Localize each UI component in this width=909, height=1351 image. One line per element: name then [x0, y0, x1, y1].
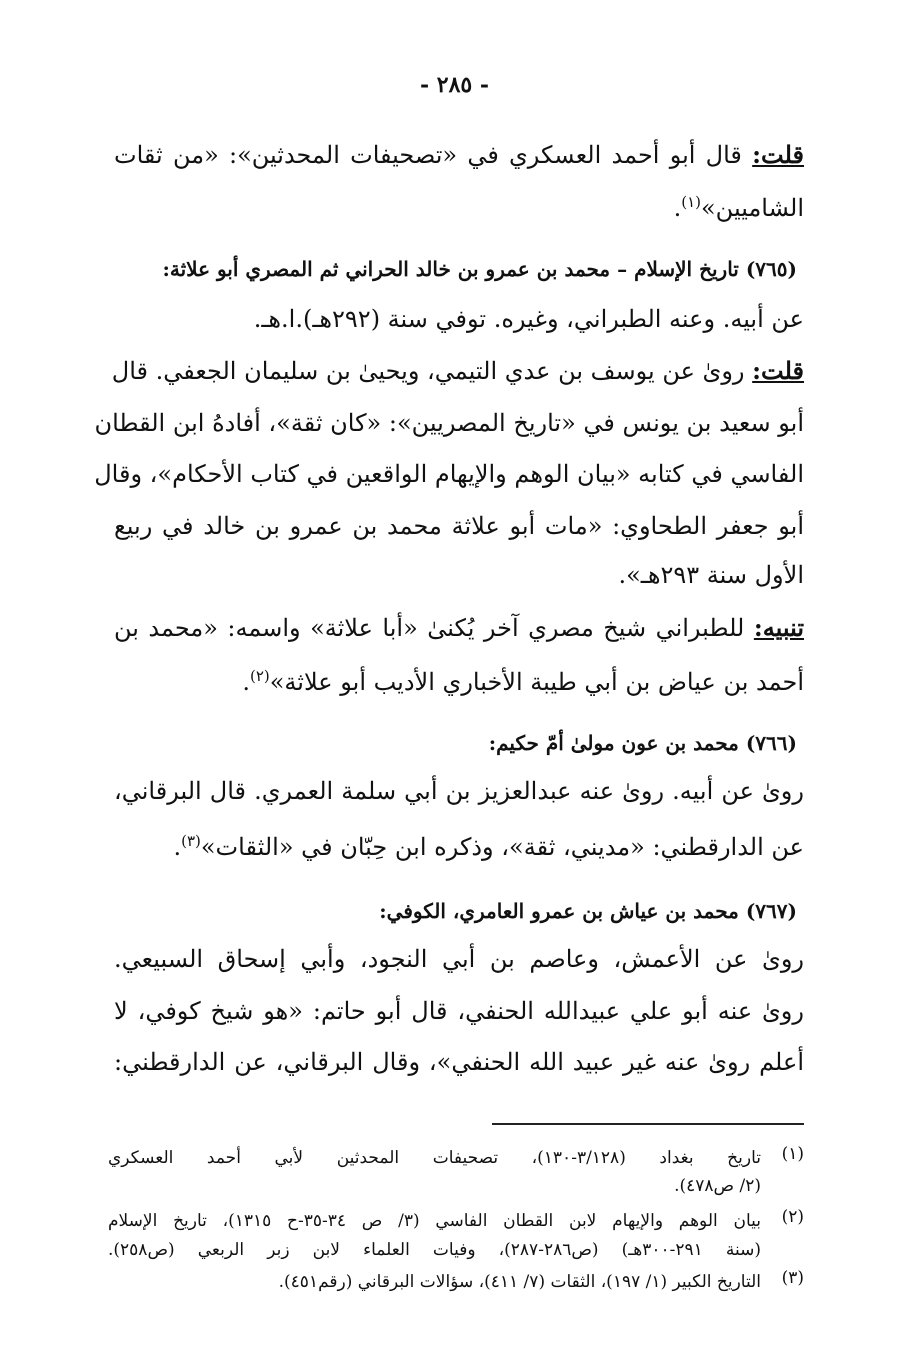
footnote-2-line-2: (سنة ٢٩١-٣٠٠هـ) (ص٢٨٦-٢٨٧)، وفيات العلماء لابن زبر الربعي (ص٢٥٨). — [108, 1240, 761, 1260]
entry-765-note-text-2: أحمد بن عياض بن أبي طيبة الأخباري الأديب أبو علاثة» — [269, 668, 804, 696]
entry-765-line-2 — [111, 354, 804, 388]
entry-766-line-2 — [114, 824, 804, 864]
footnote-3-line-1: التاريخ الكبير (١/ ١٩٧)، الثقات (٧/ ٤١١)، سؤالات البرقاني (رقم٤٥١). — [278, 1272, 761, 1292]
entry-766-period: . — [173, 833, 182, 861]
intro-text-1: قال أبو أحمد العسكري في «تصحيفات المحدثين»: «من ثقات — [114, 141, 742, 169]
footnote-divider — [492, 1123, 804, 1125]
entry-766-line-1: روىٰ عن أبيه. روىٰ عنه عبدالعزيز بن أبي سلمة العمري. قال البرقاني، — [114, 777, 804, 805]
footnote-1-number: (١) — [781, 1144, 804, 1164]
page-number: - ٢٨٥ - — [419, 72, 490, 98]
entry-766-heading: (٧٦٦) محمد بن عون مولىٰ أمّ حكيم: — [488, 731, 797, 755]
qultu-label: قلت: — [752, 356, 804, 385]
entry-767-line-2: روىٰ عنه أبو علي عبيدالله الحنفي، قال أبو حاتم: «هو شيخ كوفي، لا — [114, 997, 804, 1025]
footnote-1-line-1: تاريخ بغداد (٣/١٢٨-١٣٠)، تصحيفات المحدثين لأبي أحمد العسكري — [108, 1148, 761, 1168]
footnote-2-number: (٢) — [781, 1207, 804, 1227]
intro-text-2: الشاميين» — [701, 194, 804, 222]
tanbih-label: تنبيه: — [753, 613, 804, 642]
footnote-3-number: (٣) — [781, 1268, 804, 1288]
intro-line-2 — [114, 185, 804, 225]
entry-765-line-4: الفاسي في كتابه «بيان الوهم والإيهام الواقعين في كتاب الأحكام»، وقال — [94, 460, 804, 488]
entry-765-line-3: أبو سعيد بن يونس في «تاريخ المصريين»: «كان ثقة»، أفادهُ ابن القطان — [94, 409, 804, 437]
entry-767-line-3: أعلم روىٰ عنه غير عبيد الله الحنفي»، وقال البرقاني، عن الدارقطني: — [114, 1048, 804, 1076]
entry-765-line-1: عن أبيه. وعنه الطبراني، وغيره. توفي سنة (٢٩٢هـ).ا.هـ. — [253, 305, 804, 333]
intro-line-1 — [114, 138, 804, 172]
footnote-1-line-2: (٢/ ص٤٧٨). — [674, 1176, 761, 1196]
entry-765-note-text-1: للطبراني شيخ مصري آخر يُكنىٰ «أبا علاثة» واسمه: «محمد بن — [114, 614, 745, 642]
entry-765-heading: (٧٦٥) تاريخ الإسلام – محمد بن عمرو بن خالد الحراني ثم المصري أبو علاثة: — [162, 257, 797, 281]
entry-765-note-period: . — [242, 668, 250, 696]
entry-765-line-6: الأول سنة ٢٩٣هـ». — [618, 561, 804, 589]
intro-period: . — [673, 194, 682, 222]
footnote-ref-3[interactable]: (٣) — [181, 832, 201, 850]
footnote-ref-2[interactable]: (٢) — [249, 667, 270, 685]
entry-765-line-5: أبو جعفر الطحاوي: «مات أبو علاثة محمد بن عمرو بن خالد في ربيع — [114, 512, 804, 540]
entry-767-heading: (٧٦٧) محمد بن عياش بن عمرو العامري، الكوفي: — [379, 899, 797, 923]
entry-766-text-2: عن الدارقطني: «مديني، ثقة»، وذكره ابن حِبّان في «الثقات» — [200, 833, 804, 861]
entry-765-text-2: روىٰ عن يوسف بن عدي التيمي، ويحيىٰ بن سليمان الجعفي. قال — [111, 357, 745, 385]
footnote-2-line-1: بيان الوهم والإيهام لابن القطان الفاسي (٣/ ص ٣٤-٣٥-ح ١٣١٥)، تاريخ الإسلام — [108, 1211, 761, 1231]
entry-765-note-line-2 — [114, 659, 804, 699]
footnote-ref-1[interactable]: (١) — [681, 193, 701, 211]
entry-765-note-line-1 — [114, 611, 804, 645]
entry-767-line-1: روىٰ عن الأعمش، وعاصم بن أبي النجود، وأبي إسحاق السبيعي. — [114, 945, 804, 973]
qultu-label: قلت: — [752, 140, 804, 169]
